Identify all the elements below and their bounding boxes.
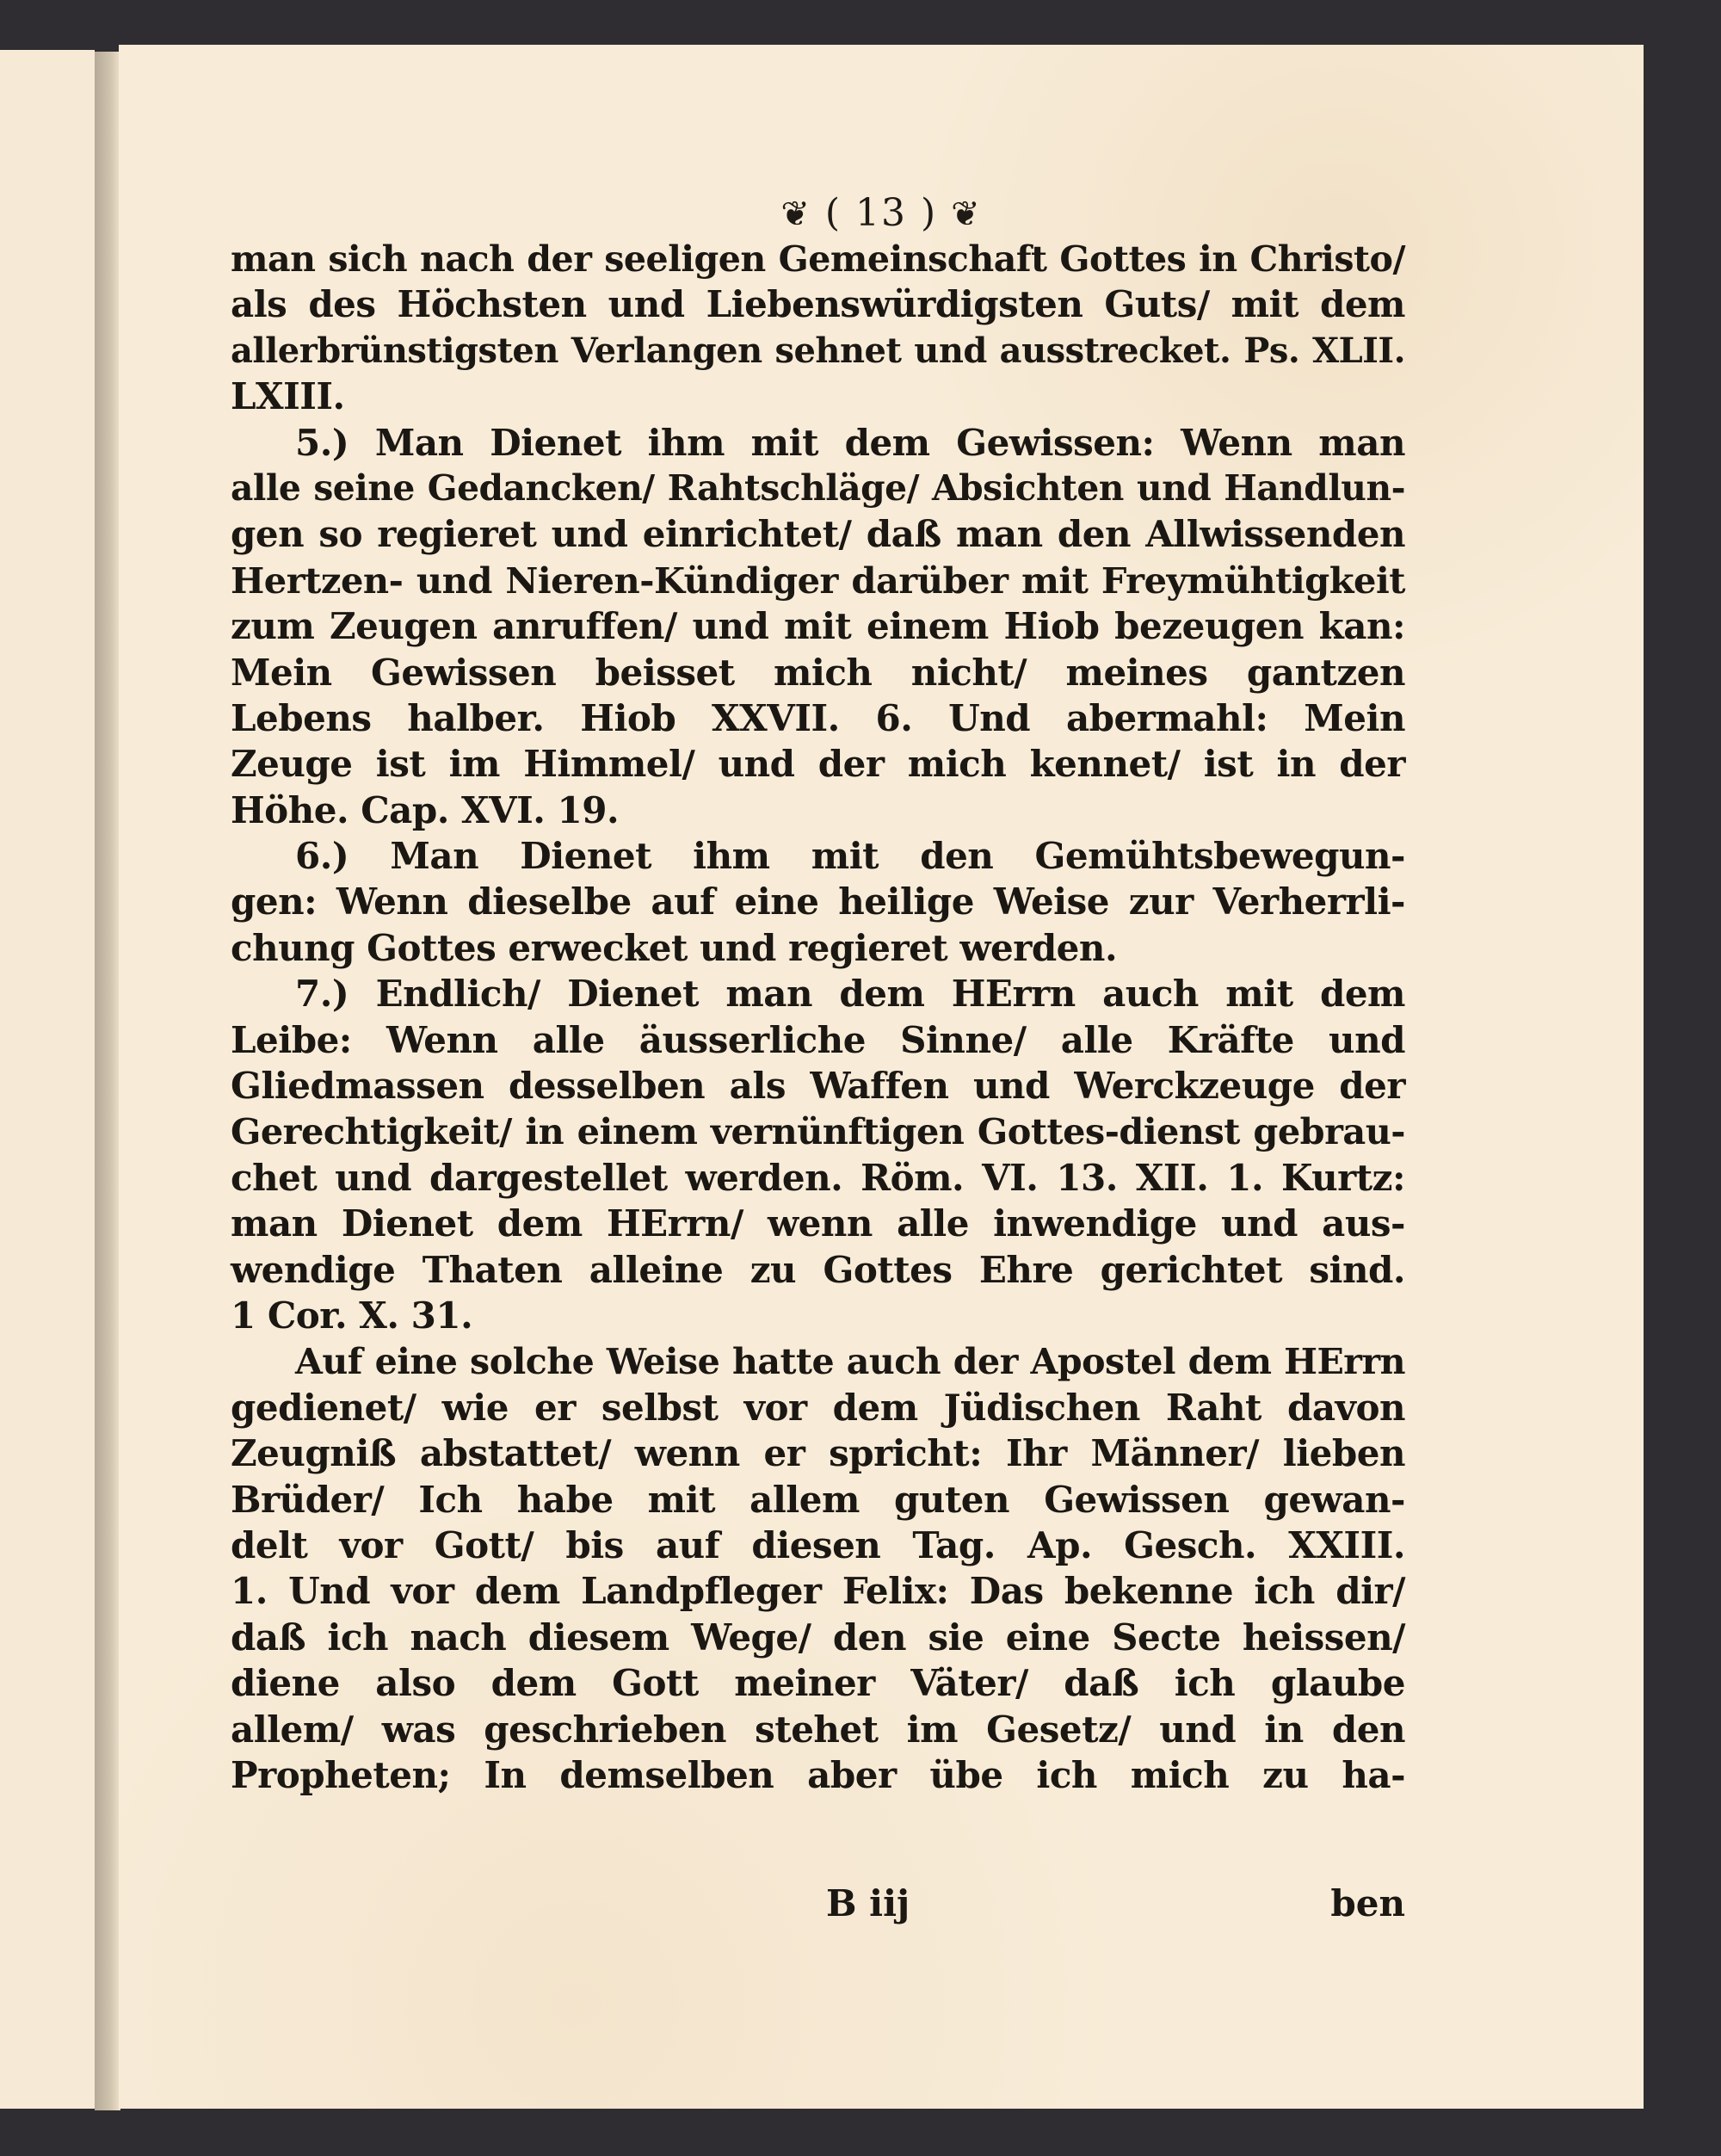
text-line: Zeugniß abstattet/ wenn er spricht: Ihr Männer/ lieben bbox=[231, 1432, 1405, 1475]
book-page bbox=[119, 45, 1644, 2109]
text-line: Leibe: Wenn alle äusserliche Sinne/ alle Kräfte und bbox=[231, 1018, 1405, 1061]
gutter-shadow bbox=[95, 52, 120, 2110]
text-line: gen so regieret und einrichtet/ daß man den Allwissenden bbox=[231, 513, 1405, 556]
text-line: Lebens halber. Hiob XXVII. 6. Und abermahl: Mein bbox=[231, 696, 1405, 739]
text-line: 1 Cor. X. 31. bbox=[231, 1294, 473, 1337]
text-line: Zeuge ist im Himmel/ und der mich kennet/ ist in der bbox=[231, 743, 1405, 786]
text-line: Propheten; In demselben aber übe ich mich zu ha- bbox=[231, 1753, 1405, 1796]
text-line: zum Zeugen anruffen/ und mit einem Hiob bezeugen kan: bbox=[231, 605, 1405, 648]
text-line: gen: Wenn dieselbe auf eine heilige Weise zur Verherrli- bbox=[231, 880, 1405, 924]
text-line: 5.) Man Dienet ihm mit dem Gewissen: Wenn man bbox=[295, 421, 1405, 464]
body-text bbox=[231, 236, 1405, 1798]
page-footer bbox=[231, 1882, 1405, 1934]
ornament-left-icon: ❦ bbox=[780, 195, 811, 234]
text-line: allem/ was geschrieben stehet im Gesetz/ und in den bbox=[231, 1708, 1405, 1751]
text-line: gedienet/ wie er selbst vor dem Jüdischen Raht davon bbox=[231, 1386, 1405, 1429]
text-line: allerbrünstigsten Verlangen sehnet und ausstrecket. Ps. XLII. bbox=[231, 330, 1405, 371]
text-line: alle seine Gedancken/ Rahtschläge/ Absichten und Handlun- bbox=[231, 466, 1405, 509]
text-line: daß ich nach diesem Wege/ den sie eine Secte heissen/ bbox=[231, 1615, 1405, 1659]
text-line: als des Höchsten und Liebenswürdigsten Guts/ mit dem bbox=[231, 283, 1405, 326]
text-line: wendige Thaten alleine zu Gottes Ehre gerichtet sind. bbox=[231, 1248, 1405, 1291]
text-line: Höhe. Cap. XVI. 19. bbox=[231, 788, 620, 831]
text-line: LXIII. bbox=[231, 375, 345, 418]
text-line: 1. Und vor dem Landpfleger Felix: Das bekenne ich dir/ bbox=[231, 1570, 1405, 1613]
text-line: 7.) Endlich/ Dienet man dem HErrn auch mit dem bbox=[295, 973, 1405, 1016]
text-line: Mein Gewissen beisset mich nicht/ meines gantzen bbox=[231, 651, 1405, 694]
text-line: Hertzen- und Nieren-Kündiger darüber mit Freymühtigkeit bbox=[231, 559, 1405, 602]
page-header bbox=[119, 191, 1644, 235]
text-line: Gerechtigkeit/ in einem vernünftigen Gottes-dienst gebrau- bbox=[231, 1110, 1405, 1153]
signature-mark: B iij bbox=[826, 1882, 910, 1924]
facing-page-edge bbox=[0, 50, 95, 2109]
ornament-right-icon: ❦ bbox=[951, 195, 982, 234]
text-line: Auf eine solche Weise hatte auch der Apostel dem HErrn bbox=[295, 1340, 1405, 1383]
text-line: man Dienet dem HErrn/ wenn alle inwendige und aus- bbox=[231, 1202, 1405, 1245]
catchword: ben bbox=[1330, 1882, 1405, 1924]
text-line: Gliedmassen desselben als Waffen und Werckzeuge der bbox=[231, 1065, 1405, 1108]
text-line: delt vor Gott/ bis auf diesen Tag. Ap. Gesch. XXIII. bbox=[231, 1523, 1405, 1566]
text-line: Brüder/ Ich habe mit allem guten Gewissen gewan- bbox=[231, 1478, 1405, 1521]
text-line: chung Gottes erwecket und regieret werden. bbox=[231, 926, 1118, 969]
page-number: ( 13 ) bbox=[824, 191, 938, 235]
text-line: chet und dargestellet werden. Röm. VI. 13. XII. 1. Kurtz: bbox=[231, 1156, 1405, 1199]
text-line: man sich nach der seeligen Gemeinschaft Gottes in Christo/ bbox=[231, 238, 1405, 280]
text-line: diene also dem Gott meiner Väter/ daß ich glaube bbox=[231, 1662, 1405, 1705]
text-line: 6.) Man Dienet ihm mit den Gemühtsbewegun- bbox=[295, 835, 1405, 878]
